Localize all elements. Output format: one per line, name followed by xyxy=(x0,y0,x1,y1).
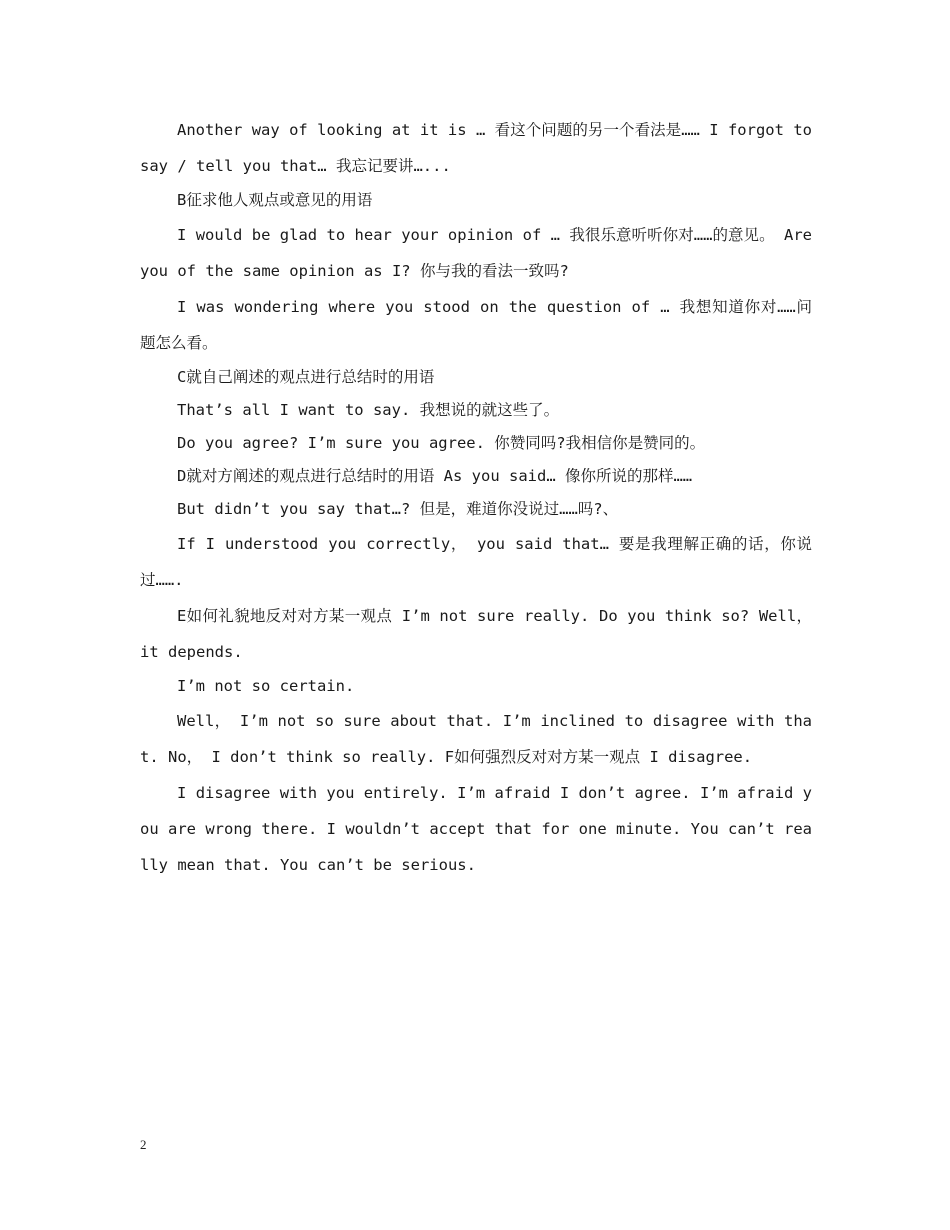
section-heading: E如何礼貌地反对对方某一观点 I’m not sure really. Do you think so? Well， it depends. xyxy=(140,607,812,661)
section-heading: D就对方阐述的观点进行总结时的用语 As you said… 像你所说的那样…… xyxy=(177,467,693,485)
page-number: 2 xyxy=(140,1137,147,1152)
section-heading: C就自己阐述的观点进行总结时的用语 xyxy=(177,368,435,386)
paragraph: I was wondering where you stood on the question of … 我想知道你对……问题怎么看。 xyxy=(140,298,812,352)
paragraph: I would be glad to hear your opinion of … 我很乐意听听你对……的意见。 Are you of the same opinion as I? 你与我的看法一致吗? xyxy=(140,226,812,280)
paragraph: I’m not so certain. xyxy=(177,677,355,695)
section-heading: B征求他人观点或意见的用语 xyxy=(177,191,373,209)
paragraph: But didn’t you say that…? 但是，难道你没说过……吗?、 xyxy=(177,500,619,518)
paragraph: Well， I’m not so sure about that. I’m inclined to disagree with that. No， I don’t think so really. F如何强烈反对对方某一观点 I disagree. xyxy=(140,712,812,766)
paragraph: Do you agree? I’m sure you agree. 你赞同吗?我相信你是赞同的。 xyxy=(177,434,706,452)
paragraph: I disagree with you entirely. I’m afraid I don’t agree. I’m afraid you are wrong there. I wouldn’t accept that for one minute. You can’t really mean that. You can’t be serious. xyxy=(140,784,812,874)
paragraph: If I understood you correctly， you said that… 要是我理解正确的话，你说过……. xyxy=(140,535,812,589)
paragraph: Another way of looking at it is … 看这个问题的另一个看法是…… I forgot to say / tell you that… 我忘记要讲…... xyxy=(140,121,812,175)
document-body xyxy=(140,112,812,883)
paragraph: That’s all I want to say. 我想说的就这些了。 xyxy=(177,401,560,419)
